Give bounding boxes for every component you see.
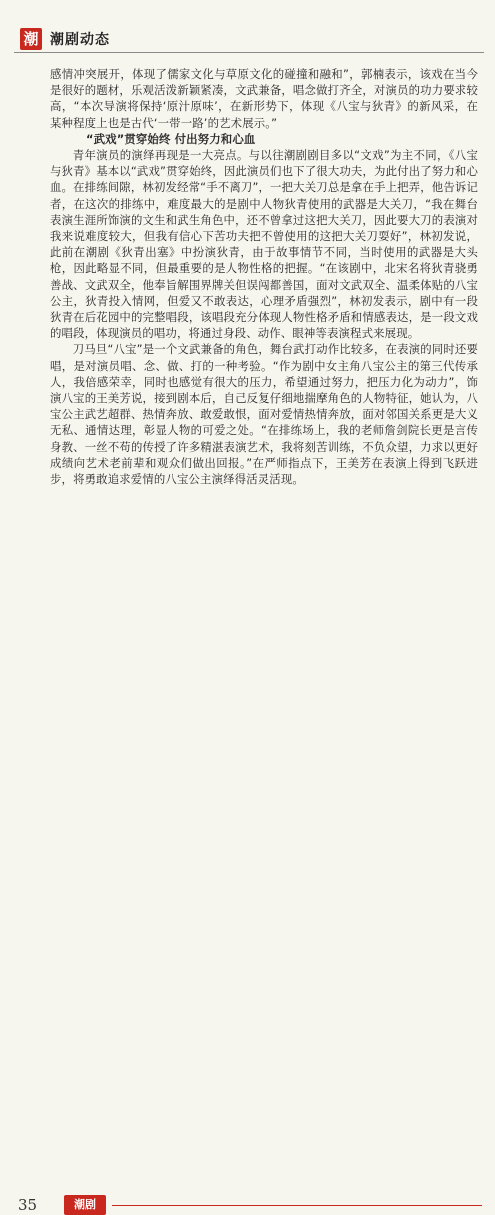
- section-logo: 潮: [20, 28, 42, 50]
- footer-divider: [112, 1205, 482, 1206]
- page-footer: [0, 592, 495, 1214]
- header-divider: [14, 52, 484, 53]
- page-header: [0, 0, 495, 52]
- article-subheading: “武戏”贯穿始终 付出努力和心血: [86, 131, 256, 146]
- article-paragraph-3: 刀马旦“八宝”是一个文武兼备的角色，舞台武打动作比较多，在表演的同时还要唱，是对演员唱、念、做、打的一种考验。“作为剧中女主角八宝公主的第三代传承人，我倍感荣幸，同时也感觉有很大的压力，希望通过努力，把压力化为动力”，饰演八宝的王美芳说，接到剧本后，自己反复仔细地揣摩角色的人物特征，她认为，八宝公主武艺超群、热情奔放、敢爱敢恨，面对爱情热情奔放，面对邻国关系更是大义无私、通情达理，彰显人物的可爱之处。“在排练场上，我的老师詹剑院长更是言传身教、一丝不苟的传授了许多精湛表演艺术，我将刻苦训练，不负众望，力求以更好成绩向艺术老前辈和观众们做出回报。”在严师指点下，王美芳在表演上得到飞跃进步，将勇敢追求爱情的八宝公主演绎得活灵活现。: [50, 342, 478, 487]
- page-number: 35: [18, 1196, 38, 1214]
- article-body: [50, 66, 478, 487]
- section-title: 潮剧动态: [50, 32, 110, 48]
- magazine-logo: 潮剧: [64, 1195, 106, 1215]
- article-paragraph-2: 青年演员的演绎再现是一大亮点。与以往潮剧剧目多以“文戏”为主不同，《八宝与狄青》基本以“武戏”贯穿始终，因此演员们也下了很大功夫，为此付出了努力和心血。在排练间隙，林初发经常“手不离刀”，一把大关刀总是拿在手上把弄，他告诉记者，在这次的排练中，难度最大的是剧中人物狄青使用的武器是大关刀，“我在舞台表演生涯所饰演的文生和武生角色中，还不曾拿过这把大关刀，因此要大刀的表演对我来说难度较大，但我有信心下苦功夫把不曾使用的这把大关刀耍好”，林初发说，此前在潮剧《狄青出塞》中扮演狄青，由于故事情节不同，当时使用的武器是大头枪，因此略显不同，但最重要的是人物性格的把握。“在该剧中，北宋名将狄青骁勇善战、文武双全，他奉旨解围界牌关但误闯都善国，面对文武双全、温柔体贴的八宝公主，狄青投入情网，但爱又不敢表达，心理矛盾强烈”，林初发表示，剧中有一段狄青在后花园中的完整唱段，该唱段充分体现人物性格矛盾和情感表达，是一段文戏的唱段，体现演员的唱功，将通过身段、动作、眼神等表演程式来展现。: [50, 148, 478, 341]
- article-paragraph-1: 感情冲突展开，体现了儒家文化与草原文化的碰撞和融和”，郭楠表示，该戏在当今是很好的题材，乐观活泼新颖紧凑，文武兼备，唱念做打齐全，对演员的功力要求较高，“本次导演将保持‘原汁原味’，在新形势下，体现《八宝与狄青》的新风采，在某种程度上也是古代‘一带一路’的艺术展示。”: [50, 67, 478, 130]
